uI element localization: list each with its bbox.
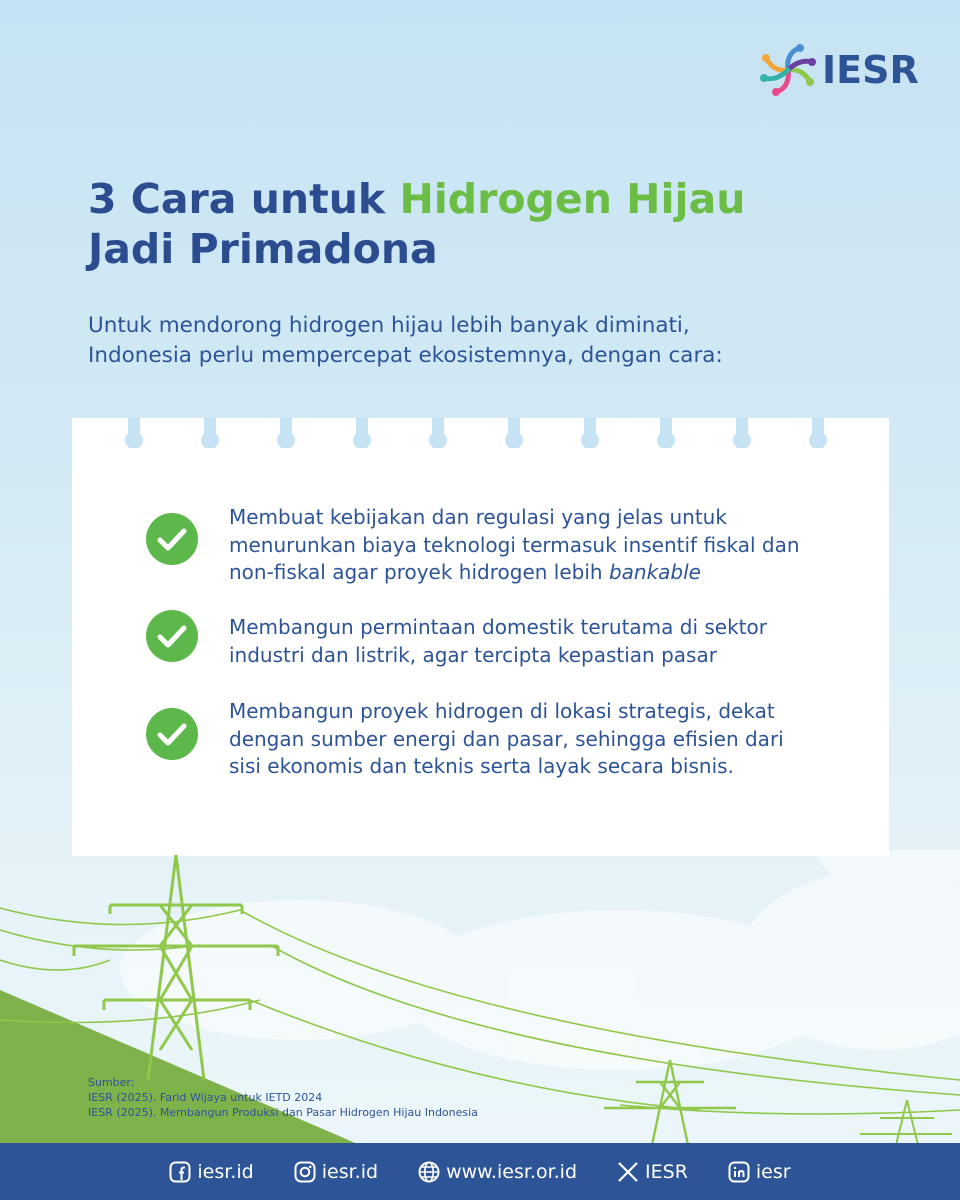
footer-linkedin-link[interactable]: iesr bbox=[728, 1161, 791, 1183]
title-highlight: Hidrogen Hijau bbox=[399, 175, 746, 223]
source-item: IESR (2025). Farid Wijaya untuk IETD 2024 bbox=[88, 1091, 323, 1104]
subtitle bbox=[88, 311, 888, 371]
iesr-swirl-icon bbox=[756, 38, 820, 102]
check-circle-icon bbox=[146, 513, 198, 565]
check-circle-icon bbox=[146, 610, 198, 662]
list-item-3: Membangun proyek hidrogen di lokasi strategis, dekat dengan sumber energi dan pasar, sehingga efisien dari sisi ekonomis dan teknis serta layak secara bisnis. bbox=[229, 699, 784, 778]
title-prefix: 3 Cara untuk bbox=[88, 175, 400, 223]
page-title bbox=[88, 174, 745, 274]
list-item-1: Membuat kebijakan dan regulasi yang jelas untuk menurunkan biaya teknologi termasuk insentif fiskal dan non-fiskal agar proyek hidrogen lebih bankable bbox=[229, 505, 800, 584]
check-circle-icon bbox=[146, 708, 198, 760]
list-item-2: Membangun permintaan domestik terutama di sektor industri dan listrik, agar tercipta kepastian pasar bbox=[229, 615, 767, 667]
subtitle-line2: Indonesia perlu mempercepat ekosistemnya, dengan cara: bbox=[88, 343, 723, 368]
cloud-shapes bbox=[120, 850, 960, 1070]
tower-small bbox=[860, 1100, 952, 1145]
notepad-card bbox=[72, 418, 889, 856]
footer-website-link[interactable]: www.iesr.or.id bbox=[418, 1161, 577, 1183]
source-item: IESR (2025). Membangun Produksi dan Pasar Hidrogen Hijau Indonesia bbox=[88, 1106, 478, 1119]
footer-instagram-link[interactable]: iesr.id bbox=[294, 1161, 378, 1183]
instagram-icon bbox=[294, 1161, 316, 1183]
footer-facebook-link[interactable]: iesr.id bbox=[169, 1161, 253, 1183]
logo-wordmark: IESR bbox=[822, 48, 919, 92]
iesr-logo bbox=[756, 40, 919, 100]
linkedin-icon bbox=[728, 1161, 750, 1183]
footer-bar bbox=[0, 1143, 960, 1200]
facebook-icon bbox=[169, 1161, 191, 1183]
globe-icon bbox=[418, 1161, 440, 1183]
title-line2: Jadi Primadona bbox=[88, 225, 438, 273]
tower-medium bbox=[604, 1060, 736, 1145]
spiral-binding bbox=[72, 418, 889, 448]
sources-heading: Sumber: bbox=[88, 1076, 135, 1089]
x-icon bbox=[617, 1161, 639, 1183]
sources bbox=[88, 1075, 478, 1120]
footer-x-link[interactable]: IESR bbox=[617, 1161, 688, 1183]
italic-term: bankable bbox=[608, 560, 701, 584]
subtitle-line1: Untuk mendorong hidrogen hijau lebih banyak diminati, bbox=[88, 313, 690, 338]
